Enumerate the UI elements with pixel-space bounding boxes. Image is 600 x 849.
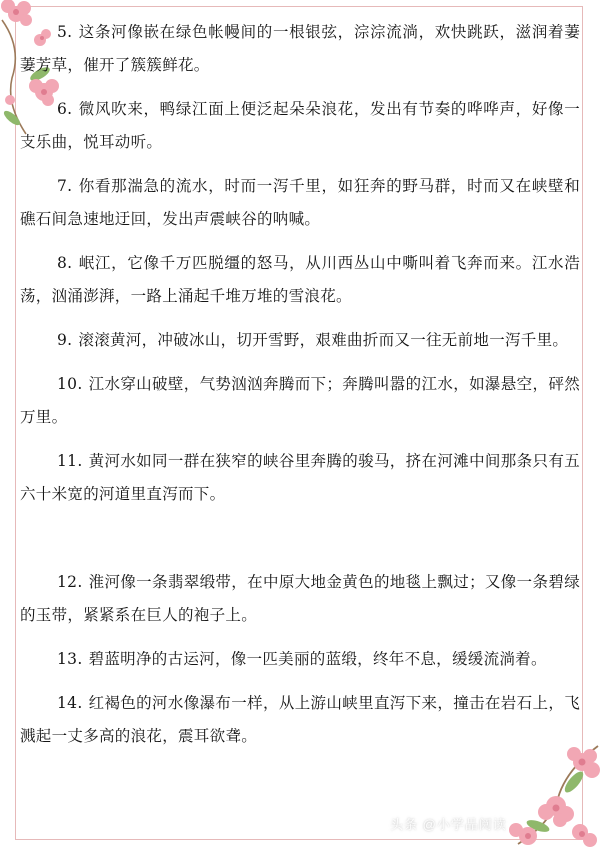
paragraph-5: 5. 这条河像嵌在绿色帐幔间的一根银弦，淙淙流淌，欢快跳跃，滋润着萋萋芳草，催开了簇簇鲜花。 <box>20 23 580 74</box>
section-gap <box>20 522 580 566</box>
paragraph-14: 14. 红褐色的河水像瀑布一样，从上游山峡里直泻下来，撞击在岩石上，飞溅起一丈多高的浪花，震耳欲聋。 <box>20 694 580 745</box>
paragraph-9: 9. 滚滚黄河，冲破冰山，切开雪野，艰难曲折而又一往无前地一泻千里。 <box>57 331 569 349</box>
content-area <box>20 16 580 764</box>
paragraph-12: 12. 淮河像一条翡翠缎带，在中原大地金黄色的地毯上飘过；又像一条碧绿的玉带，紧紧系在巨人的袍子上。 <box>20 573 580 624</box>
paragraph-13: 13. 碧蓝明净的古运河，像一匹美丽的蓝缎，终年不息，缓缓流淌着。 <box>57 650 547 668</box>
paragraph-6: 6. 微风吹来，鸭绿江面上便泛起朵朵浪花，发出有节奏的哗哗声，好像一支乐曲，悦耳动听。 <box>20 100 580 151</box>
paragraph-10: 10. 江水穿山破壁，气势汹汹奔腾而下；奔腾叫嚣的江水，如瀑悬空，砰然万里。 <box>20 375 580 426</box>
watermark: 头条 @小学品阅读 <box>390 817 507 832</box>
paragraph-8: 8. 岷江，它像千万匹脱缰的怒马，从川西丛山中嘶叫着飞奔而来。江水浩荡，汹涌澎湃，一路上涌起千堆万堆的雪浪花。 <box>20 254 580 305</box>
paragraph-11: 11. 黄河水如同一群在狭窄的峡谷里奔腾的骏马，挤在河滩中间那条只有五六十米宽的河道里直泻而下。 <box>20 452 580 503</box>
paragraph-7: 7. 你看那湍急的流水，时而一泻千里，如狂奔的野马群，时而又在峡壁和礁石间急速地迂回，发出声震峡谷的呐喊。 <box>20 177 580 228</box>
